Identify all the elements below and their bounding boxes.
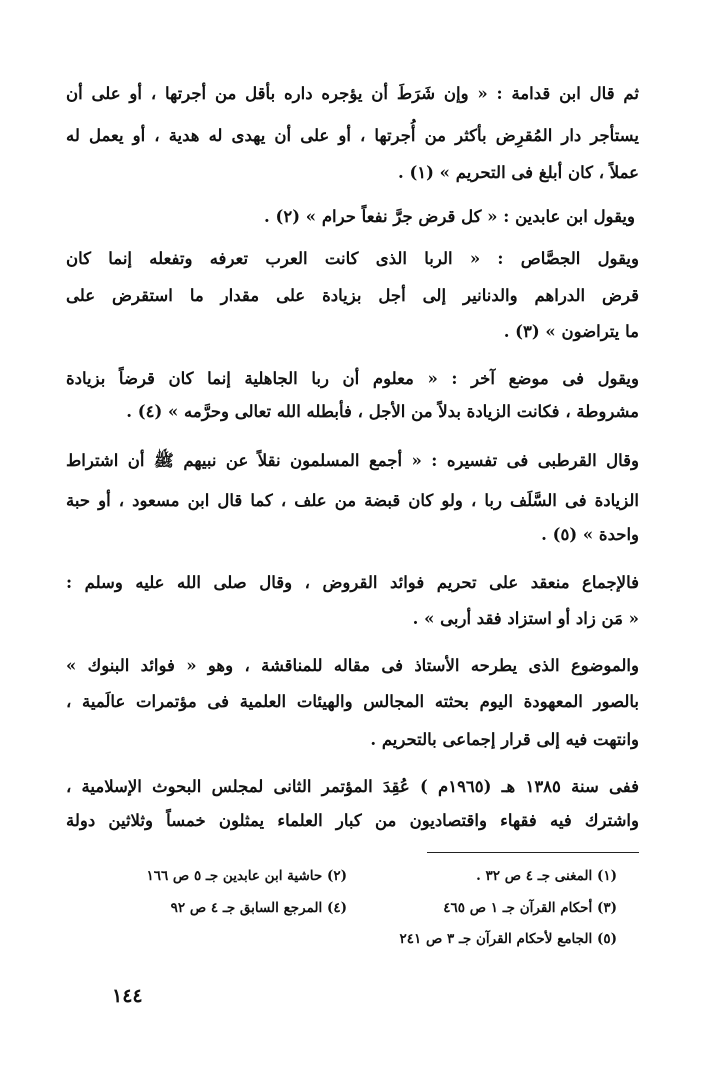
footnote-3: (٣) أحكام القرآن جـ ١ ص ٤٦٥ <box>443 900 617 916</box>
text-line-16: بالصور المعهودة اليوم بحثته المجالس والهيئات العلمية فى مؤتمرات عالَمية ، <box>66 692 639 711</box>
text-line-1: ثم قال ابن قدامة : « وإن شَرَطَ أن يؤجره داره بأقل من أجرتها ، أو على أن <box>66 84 639 103</box>
footnote-1: (١) المغنى جـ ٤ ص ٣٢ . <box>476 868 617 884</box>
text-line-9: مشروطة ، فكانت الزيادة بدلاً من الأجل ، فأبطله الله تعالى وحرَّمه » (٤) . <box>126 402 639 421</box>
text-line-8: ويقول فى موضع آخر : « معلوم أن ربا الجاهلية إنما كان قرضاً بزيادة <box>66 369 639 388</box>
text-line-17: وانتهت فيه إلى قرار إجماعى بالتحريم . <box>370 730 639 749</box>
text-line-7: ما يتراضون » (٣) . <box>503 322 639 341</box>
footnote-4: (٤) المرجع السابق جـ ٤ ص ٩٢ <box>170 900 347 916</box>
text-line-6: قرض الدراهم والدنانير إلى أجل بزيادة على مقدار ما استقرض على <box>66 286 639 305</box>
text-line-2: يستأجر دار المُقرِض بأكثر من أُجرتها ، أو على أن يهدى له هدية ، أو يعمل له <box>66 126 639 145</box>
text-line-13: فالإجماع منعقد على تحريم فوائد القروض ، وقال صلى الله عليه وسلم : <box>66 573 639 592</box>
text-line-19: واشترك فيه فقهاء واقتصاديون من كبار العلماء يمثلون خمساً وثلاثين دولة <box>66 811 639 830</box>
footnote-divider <box>427 852 639 853</box>
text-line-14: « مَن زاد أو استزاد فقد أربى » . <box>412 609 639 628</box>
page-number: ١٤٤ <box>112 985 143 1007</box>
footnote-2: (٢) حاشية ابن عابدين جـ ٥ ص ١٦٦ <box>146 868 347 884</box>
text-line-4: ويقول ابن عابدين : « كل قرض جرَّ نفعاً حرام » (٢) . <box>264 207 635 226</box>
footnote-5: (٥) الجامع لأحكام القرآن جـ ٣ ص ٢٤١ <box>399 931 617 947</box>
text-line-18: ففى سنة ١٣٨٥ هـ (١٩٦٥م ) عُقِدَ المؤتمر الثانى لمجلس البحوث الإسلامية ، <box>66 777 639 796</box>
text-line-11: الزيادة فى السَّلَف ربا ، ولو كان قبضة من علف ، كما قال ابن مسعود ، أو حبة <box>66 491 639 510</box>
text-line-10: وقال القرطبى فى تفسيره : « أجمع المسلمون نقلاً عن نبيهم ﷺ أن اشتراط <box>66 451 639 470</box>
text-line-15: والموضوع الذى يطرحه الأستاذ فى مقاله للمناقشة ، وهو « فوائد البنوك » <box>66 656 639 675</box>
text-line-12: واحدة » (٥) . <box>541 525 639 544</box>
text-line-5: ويقول الجصَّاص : « الربا الذى كانت العرب تعرفه وتفعله إنما كان <box>66 249 639 268</box>
text-line-3: عملاً ، كان أبلغ فى التحريم » (١) . <box>397 163 639 182</box>
